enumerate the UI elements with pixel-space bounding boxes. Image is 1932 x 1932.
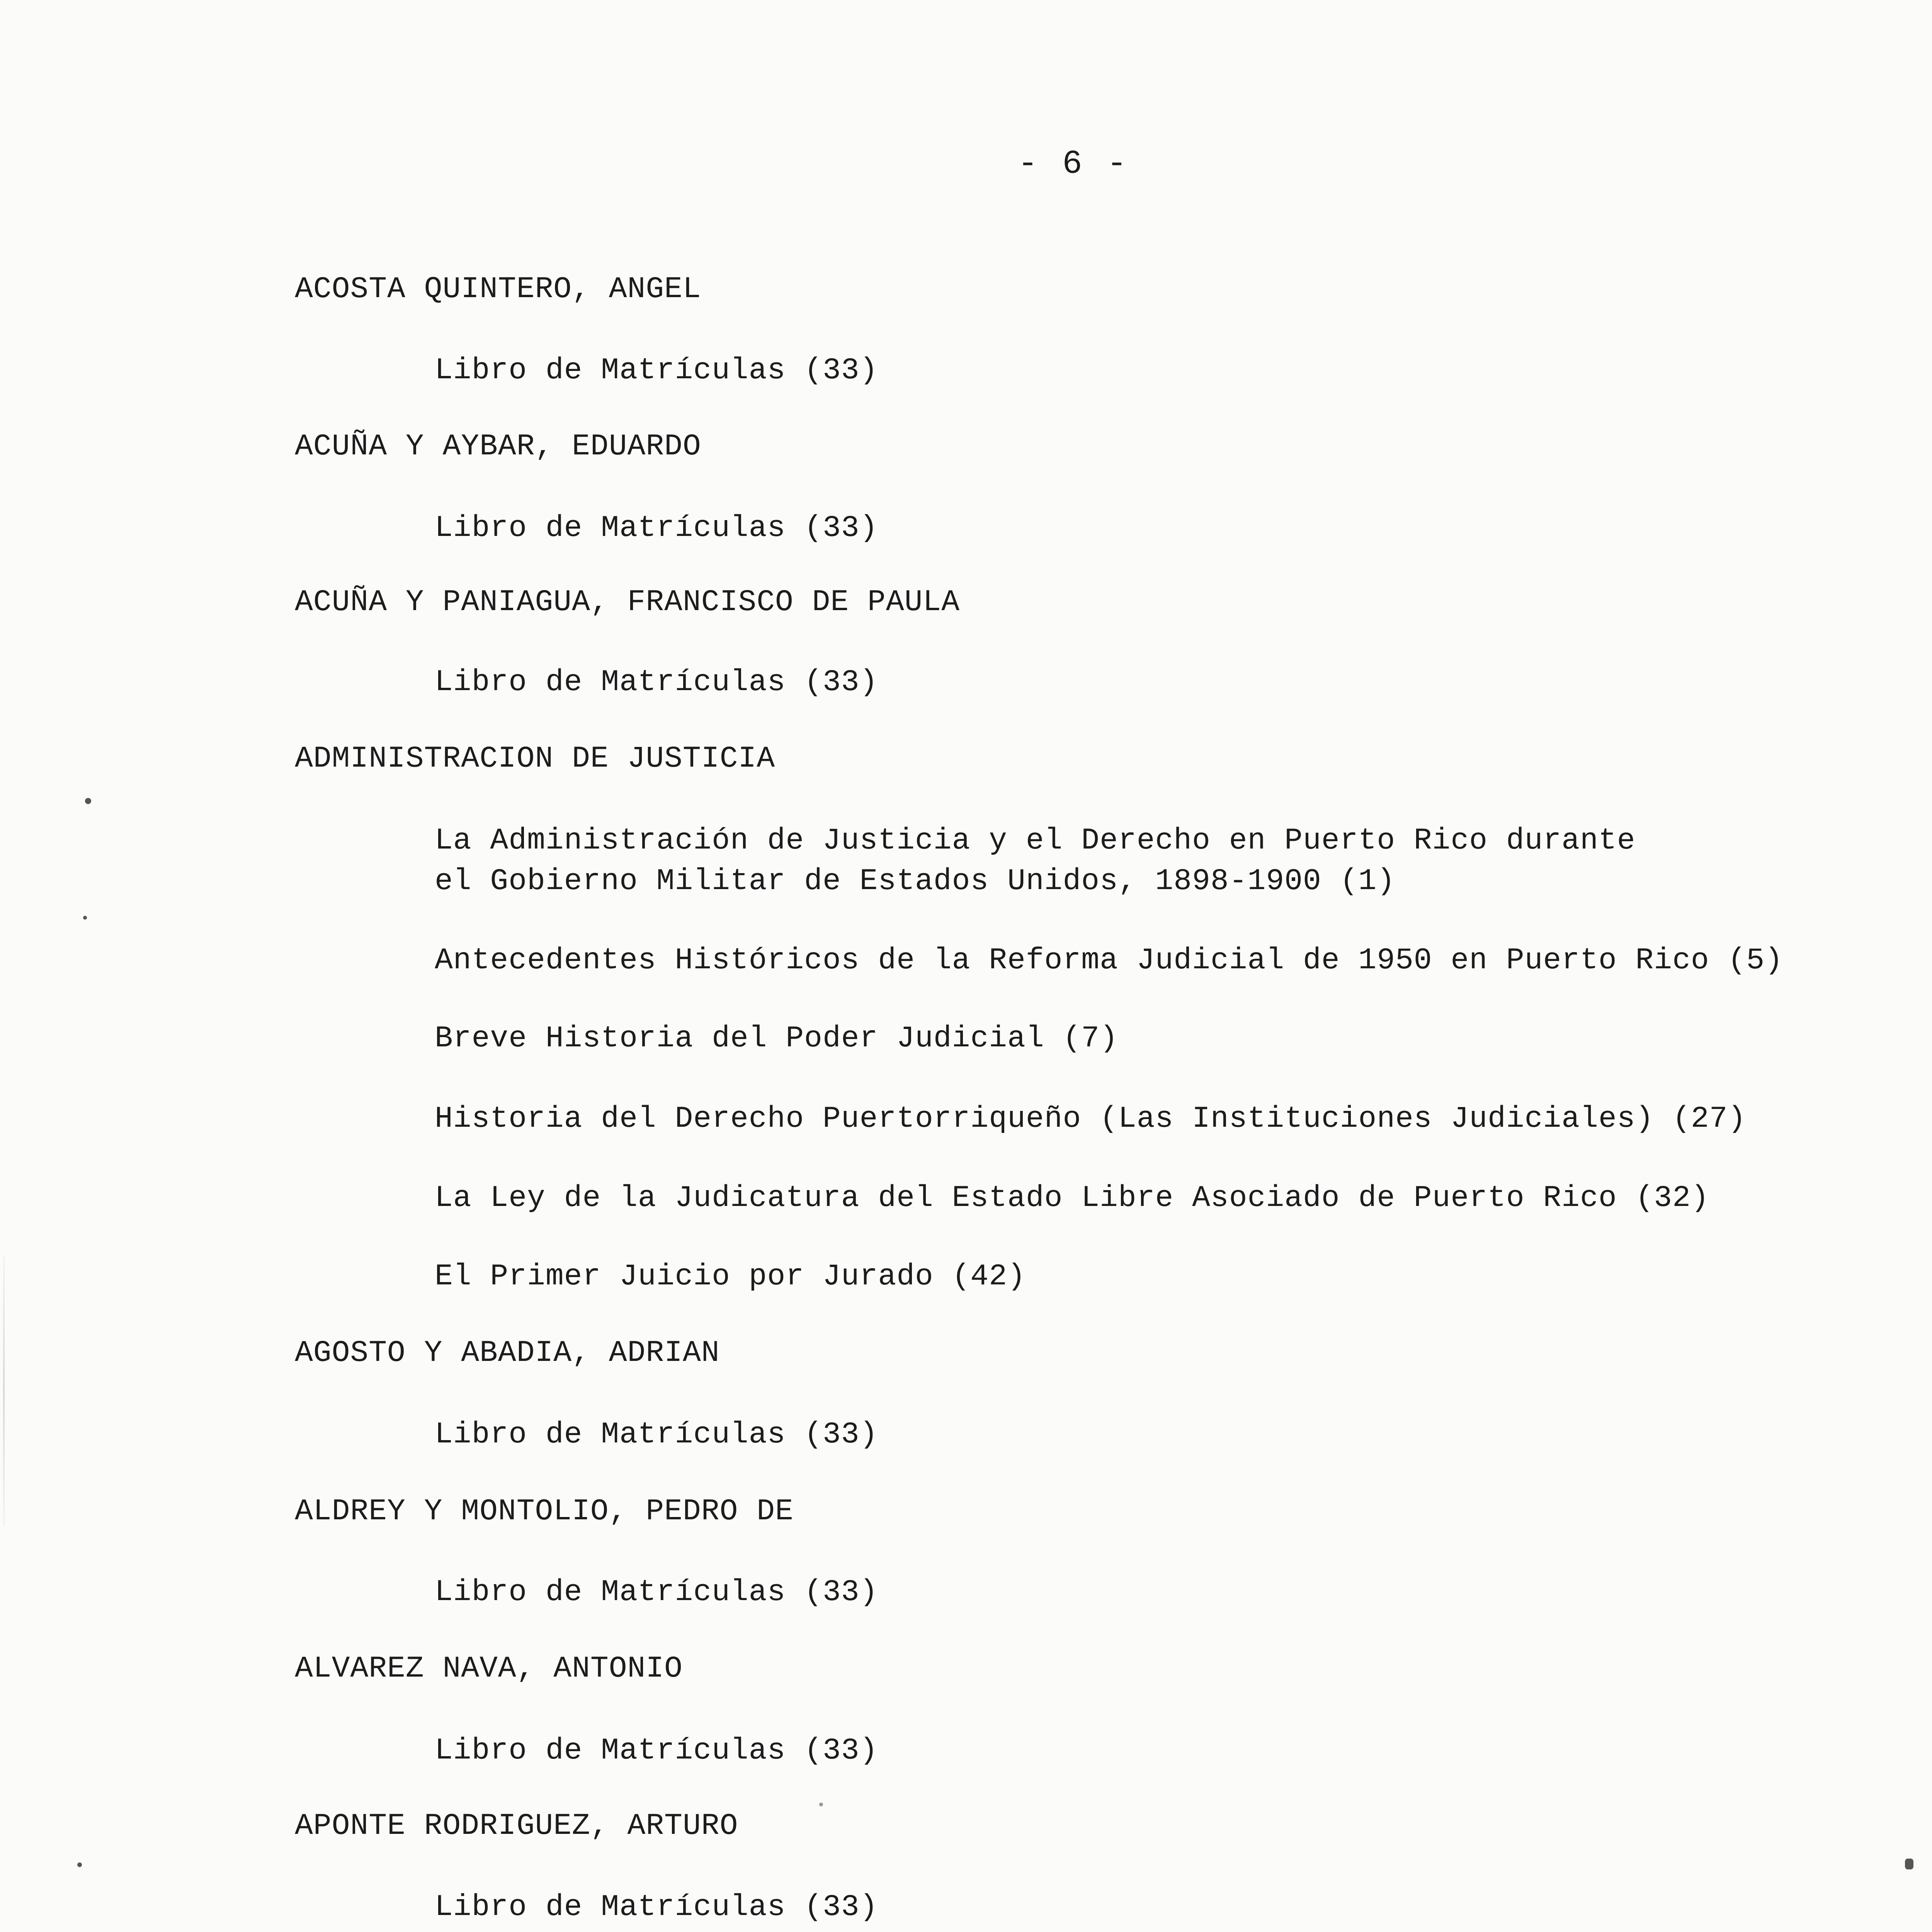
index-entry-reference: La Administración de Justicia y el Derecho en Puerto Rico durante: [435, 824, 1636, 858]
index-entry-heading: ACOSTA QUINTERO, ANGEL: [295, 272, 701, 306]
index-entry-heading: ACUÑA Y AYBAR, EDUARDO: [295, 430, 701, 464]
index-entry-heading: ACUÑA Y PANIAGUA, FRANCISCO DE PAULA: [295, 585, 960, 619]
index-entry-heading: APONTE RODRIGUEZ, ARTURO: [295, 1809, 738, 1843]
index-entry-heading: ALVAREZ NAVA, ANTONIO: [295, 1652, 683, 1686]
index-entry-reference: Libro de Matrículas (33): [435, 1734, 878, 1768]
index-entry-reference: Libro de Matrículas (33): [435, 1575, 878, 1609]
index-entry-reference: Libro de Matrículas (33): [435, 1890, 878, 1924]
page-number: - 6 -: [1017, 145, 1129, 183]
index-entry-reference: Breve Historia del Poder Judicial (7): [435, 1022, 1118, 1056]
index-entry-reference: Libro de Matrículas (33): [435, 354, 878, 388]
index-entry-reference: el Gobierno Militar de Estados Unidos, 1898-1900 (1): [435, 864, 1395, 898]
index-entry-reference: Libro de Matrículas (33): [435, 665, 878, 699]
index-entry-heading: ALDREY Y MONTOLIO, PEDRO DE: [295, 1495, 794, 1529]
index-entry-reference: El Primer Juicio por Jurado (42): [435, 1260, 1026, 1294]
scan-speck: [77, 1862, 82, 1867]
index-entry-reference: Libro de Matrículas (33): [435, 1418, 878, 1452]
index-entry-reference: La Ley de la Judicatura del Estado Libre Asociado de Puerto Rico (32): [435, 1181, 1709, 1215]
index-entry-heading: ADMINISTRACION DE JUSTICIA: [295, 742, 775, 776]
scan-edge-shadow: [3, 1256, 5, 1526]
scan-speck: [85, 798, 91, 804]
scan-speck: [83, 916, 87, 920]
scan-speck: [1905, 1859, 1913, 1869]
scan-speck: [819, 1803, 823, 1806]
index-entry-reference: Historia del Derecho Puertorriqueño (Las Instituciones Judiciales) (27): [435, 1102, 1747, 1136]
index-entry-reference: Libro de Matrículas (33): [435, 511, 878, 545]
index-entry-heading: AGOSTO Y ABADIA, ADRIAN: [295, 1336, 720, 1370]
index-entry-reference: Antecedentes Históricos de la Reforma Judicial de 1950 en Puerto Rico (5): [435, 944, 1783, 978]
